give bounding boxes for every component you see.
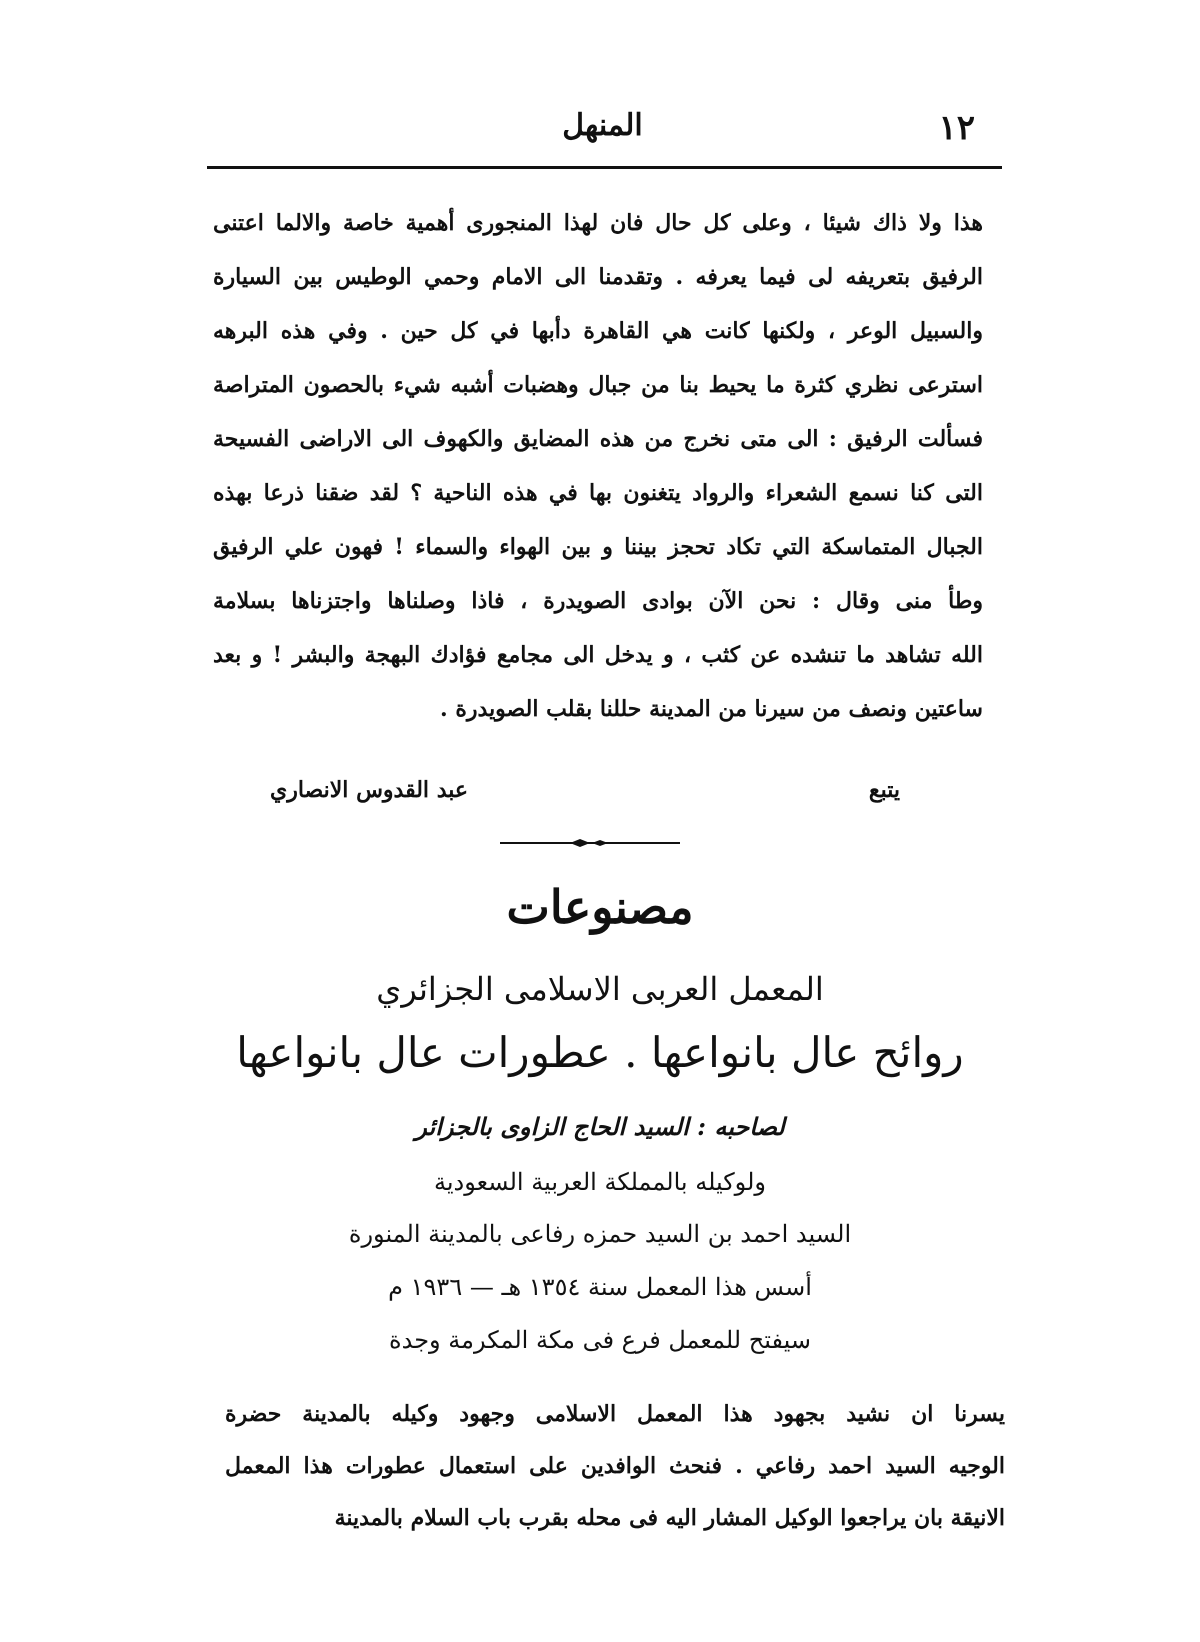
journal-title: المنهل xyxy=(562,108,643,143)
branch-line: سيفتح للمعمل فرع فى مكة المكرمة وجدة xyxy=(389,1326,811,1354)
article-body xyxy=(213,196,983,736)
notice-paragraph xyxy=(225,1388,1005,1544)
notice-line: الوجيه السيد احمد رفاعي . فنحث الوافدين على استعمال عطورات هذا المعمل xyxy=(225,1453,1005,1479)
divider-ornament xyxy=(500,838,680,848)
header-rule xyxy=(207,166,1002,169)
article-line: هذا ولا ذاك شيئا ، وعلى كل حال فان لهذا المنجورى أهمية خاصة والالما اعتنى xyxy=(213,210,983,236)
article-line: الجبال المتماسكة التي تكاد تحجز بيننا و بين الهواء والسماء ! فهون علي الرفيق xyxy=(213,534,983,560)
page-number: ١٢ xyxy=(938,108,975,148)
article-line: والسبيل الوعر ، ولكنها كانت هي القاهرة دأبها في كل حين . وفي هذه البرهه xyxy=(213,318,983,344)
owner-line: لصاحبه : السيد الحاج الزاوى بالجزائر xyxy=(415,1112,785,1141)
founded-line: أسس هذا المعمل سنة ١٣٥٤ هـ — ١٩٣٦ م xyxy=(388,1273,812,1301)
author-name: عبد القدوس الانصاري xyxy=(270,777,469,803)
continued-note: يتبع xyxy=(868,777,900,803)
article-signature xyxy=(270,777,900,817)
article-line: ساعتين ونصف من سيرنا من المدينة حللنا بقلب الصويدرة . xyxy=(440,696,983,722)
article-line: التى كنا نسمع الشعراء والرواد يتغنون بها في هذه الناحية ؟ لقد ضقنا ذرعا بهذه xyxy=(213,480,983,506)
notice-line: يسرنا ان نشيد بجهود هذا المعمل الاسلامى وجهود وكيله بالمدينة حضرة xyxy=(225,1401,1005,1427)
agent-line-1: ولوكيله بالمملكة العربية السعودية xyxy=(434,1168,766,1196)
lab-name: المعمل العربى الاسلامى الجزائري xyxy=(376,970,824,1008)
notice-line: الانيقة بان يراجعوا الوكيل المشار اليه فى محله بقرب باب السلام بالمدينة xyxy=(334,1505,1005,1531)
article-line: الله تشاهد ما تنشده عن كثب ، و يدخل الى مجامع فؤادك البهجة والبشر ! و بعد xyxy=(213,642,983,668)
article-line: الرفيق بتعريفه لى فيما يعرفه . وتقدمنا الى الامام وحمي الوطيس بين السيارة xyxy=(213,264,983,290)
article-line: وطأ منى وقال : نحن الآن بوادى الصويدرة ، فاذا وصلناها واجتزناها بسلامة xyxy=(213,588,983,614)
article-line: استرعى نظري كثرة ما يحيط بنا من جبال وهضبات أشبه شيء بالحصون المتراصة xyxy=(213,372,983,398)
agent-line-2: السيد احمد بن السيد حمزه رفاعى بالمدينة المنورة xyxy=(348,1220,852,1248)
products-line: روائح عال بانواعها . عطورات عال بانواعها xyxy=(236,1028,964,1077)
section-title: مصنوعات xyxy=(506,880,694,934)
article-line: فسألت الرفيق : الى متى نخرج من هذه المضايق والكهوف الى الاراضى الفسيحة xyxy=(213,426,983,452)
page-header xyxy=(205,108,1000,148)
